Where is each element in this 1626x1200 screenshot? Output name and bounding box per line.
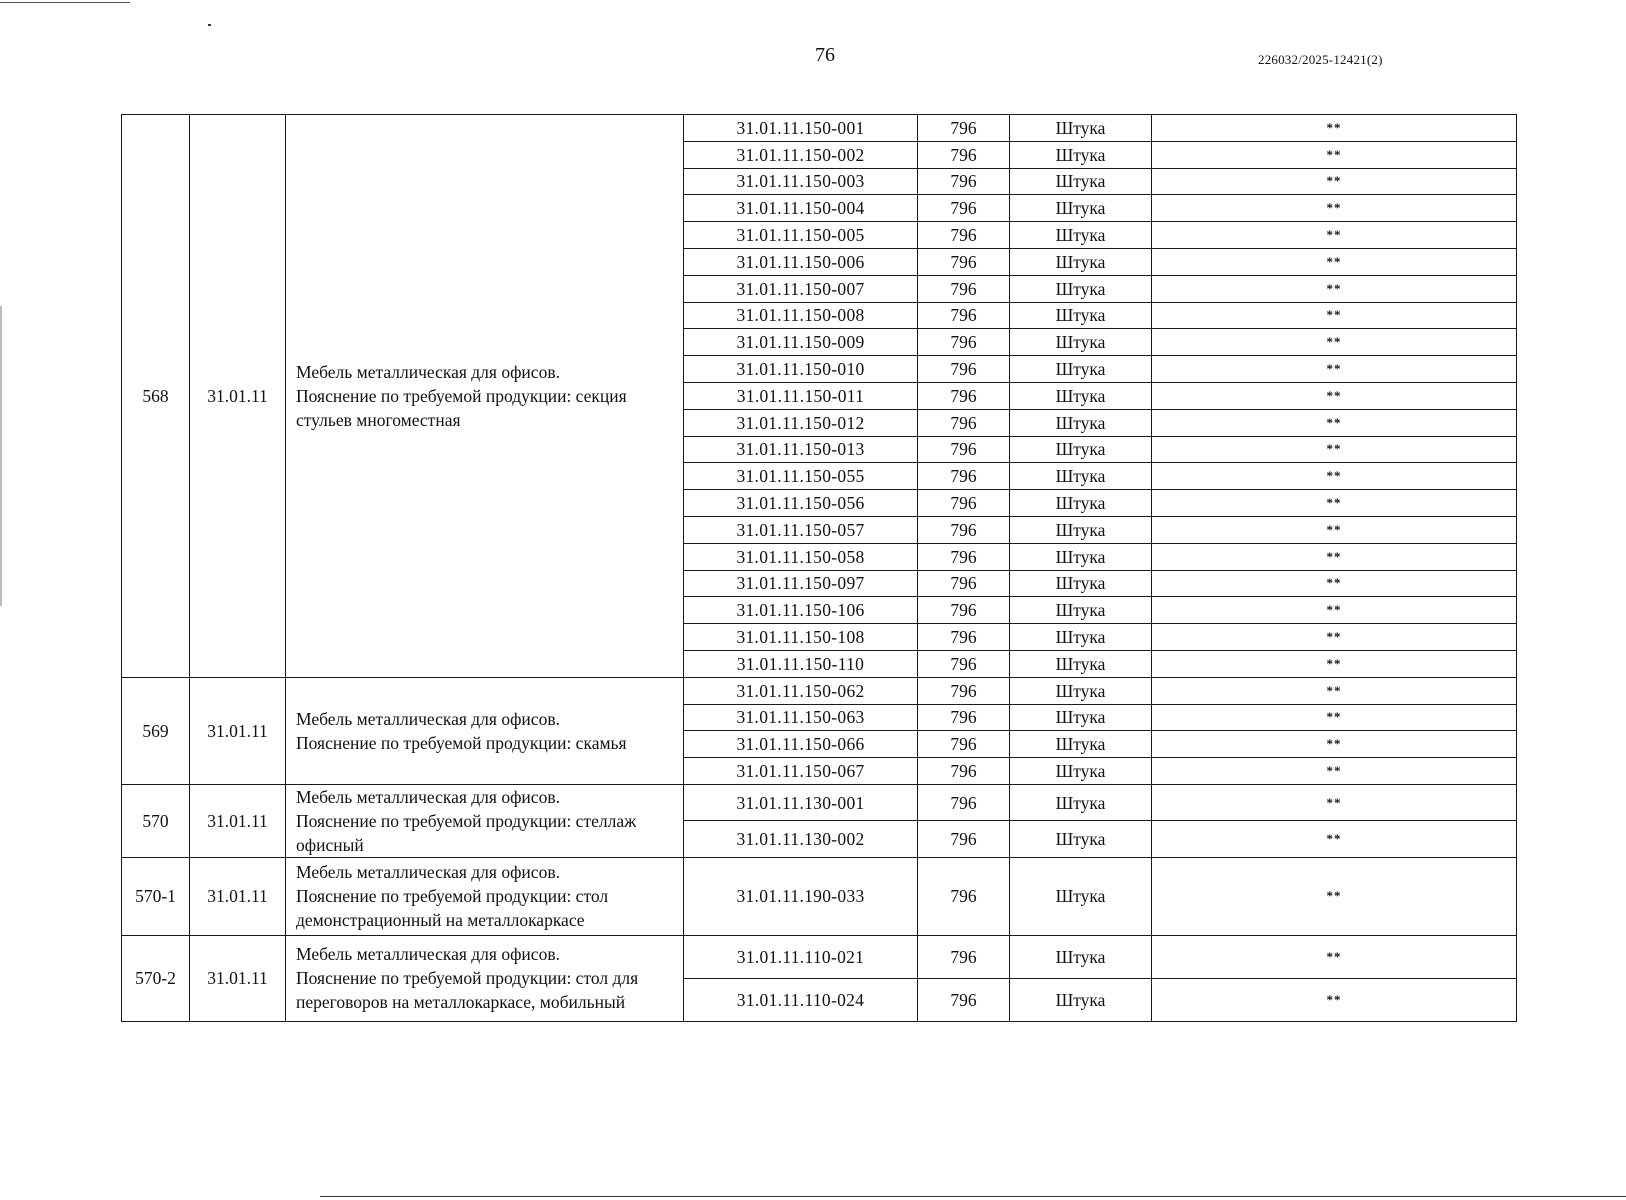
products-table: [121, 114, 1517, 1022]
ktru-code: 31.01.11.130-001: [684, 784, 918, 821]
row-number: 569: [122, 677, 190, 784]
okei-code: 796: [918, 570, 1010, 597]
ktru-code: 31.01.11.150-010: [684, 356, 918, 383]
note-mark: **: [1152, 490, 1517, 517]
okei-code: 796: [918, 978, 1010, 1021]
table-row: [122, 677, 1517, 704]
unit-name: Штука: [1010, 935, 1152, 978]
note-mark: **: [1152, 248, 1517, 275]
table-row: [122, 784, 1517, 821]
unit-name: Штука: [1010, 758, 1152, 785]
note-mark: **: [1152, 704, 1517, 731]
ktru-code: 31.01.11.150-067: [684, 758, 918, 785]
ktru-code: 31.01.11.150-005: [684, 222, 918, 249]
okei-code: 796: [918, 650, 1010, 677]
note-mark: **: [1152, 222, 1517, 249]
product-name: Мебель металлическая для офисов. Пояснение по требуемой продукции: стеллаж офисный: [286, 784, 684, 857]
page-number: 76: [815, 44, 835, 66]
note-mark: **: [1152, 115, 1517, 142]
unit-name: Штука: [1010, 302, 1152, 329]
note-mark: **: [1152, 382, 1517, 409]
ktru-code: 31.01.11.150-106: [684, 597, 918, 624]
okei-code: 796: [918, 222, 1010, 249]
table-row: [122, 857, 1517, 935]
unit-name: Штука: [1010, 141, 1152, 168]
note-mark: **: [1152, 141, 1517, 168]
ktru-code: 31.01.11.150-108: [684, 624, 918, 651]
ktru-code: 31.01.11.150-097: [684, 570, 918, 597]
table-row: [122, 115, 1517, 142]
note-mark: **: [1152, 731, 1517, 758]
unit-name: Штука: [1010, 650, 1152, 677]
okei-code: 796: [918, 463, 1010, 490]
unit-name: Штука: [1010, 490, 1152, 517]
okei-code: 796: [918, 704, 1010, 731]
okei-code: 796: [918, 382, 1010, 409]
note-mark: **: [1152, 597, 1517, 624]
ktru-code: 31.01.11.150-011: [684, 382, 918, 409]
note-mark: **: [1152, 758, 1517, 785]
note-mark: **: [1152, 275, 1517, 302]
ktru-code: 31.01.11.150-004: [684, 195, 918, 222]
okpd2-code: 31.01.11: [190, 857, 286, 935]
unit-name: Штука: [1010, 978, 1152, 1021]
okpd2-code: 31.01.11: [190, 115, 286, 678]
product-name: Мебель металлическая для офисов. Пояснение по требуемой продукции: стол для переговоров на металлокаркасе, мобильный: [286, 935, 684, 1021]
ktru-code: 31.01.11.190-033: [684, 857, 918, 935]
unit-name: Штука: [1010, 195, 1152, 222]
ktru-code: 31.01.11.150-009: [684, 329, 918, 356]
table-row: [122, 935, 1517, 978]
note-mark: **: [1152, 784, 1517, 821]
okei-code: 796: [918, 302, 1010, 329]
okpd2-code: 31.01.11: [190, 677, 286, 784]
unit-name: Штука: [1010, 382, 1152, 409]
product-name: Мебель металлическая для офисов. Пояснение по требуемой продукции: стол демонстрационный на металлокаркасе: [286, 857, 684, 935]
okei-code: 796: [918, 248, 1010, 275]
unit-name: Штука: [1010, 436, 1152, 463]
ktru-code: 31.01.11.150-056: [684, 490, 918, 517]
ktru-code: 31.01.11.150-110: [684, 650, 918, 677]
note-mark: **: [1152, 463, 1517, 490]
okei-code: 796: [918, 516, 1010, 543]
okei-code: 796: [918, 141, 1010, 168]
row-number: 570-2: [122, 935, 190, 1021]
okei-code: 796: [918, 436, 1010, 463]
unit-name: Штука: [1010, 731, 1152, 758]
unit-name: Штука: [1010, 704, 1152, 731]
unit-name: Штука: [1010, 597, 1152, 624]
note-mark: **: [1152, 624, 1517, 651]
unit-name: Штука: [1010, 275, 1152, 302]
product-name: Мебель металлическая для офисов. Пояснение по требуемой продукции: секция стульев многоместная: [286, 115, 684, 678]
ktru-code: 31.01.11.110-024: [684, 978, 918, 1021]
ktru-code: 31.01.11.150-012: [684, 409, 918, 436]
scan-artifact-bottom: [320, 1196, 1626, 1197]
unit-name: Штука: [1010, 329, 1152, 356]
document-id: 226032/2025-12421(2): [1258, 52, 1383, 67]
ktru-code: 31.01.11.150-058: [684, 543, 918, 570]
okpd2-code: 31.01.11: [190, 935, 286, 1021]
unit-name: Штука: [1010, 624, 1152, 651]
note-mark: **: [1152, 650, 1517, 677]
okei-code: 796: [918, 409, 1010, 436]
okei-code: 796: [918, 731, 1010, 758]
okei-code: 796: [918, 857, 1010, 935]
unit-name: Штука: [1010, 857, 1152, 935]
okei-code: 796: [918, 821, 1010, 858]
ktru-code: 31.01.11.130-002: [684, 821, 918, 858]
ktru-code: 31.01.11.150-055: [684, 463, 918, 490]
okei-code: 796: [918, 195, 1010, 222]
note-mark: **: [1152, 543, 1517, 570]
ktru-code: 31.01.11.150-003: [684, 168, 918, 195]
okei-code: 796: [918, 758, 1010, 785]
unit-name: Штука: [1010, 784, 1152, 821]
okei-code: 796: [918, 168, 1010, 195]
okei-code: 796: [918, 329, 1010, 356]
row-number: 570-1: [122, 857, 190, 935]
okei-code: 796: [918, 490, 1010, 517]
ktru-code: 31.01.11.150-063: [684, 704, 918, 731]
scan-artifact-dot: [208, 24, 211, 26]
okei-code: 796: [918, 597, 1010, 624]
okei-code: 796: [918, 677, 1010, 704]
row-number: 570: [122, 784, 190, 857]
ktru-code: 31.01.11.150-006: [684, 248, 918, 275]
unit-name: Штука: [1010, 409, 1152, 436]
note-mark: **: [1152, 677, 1517, 704]
unit-name: Штука: [1010, 248, 1152, 275]
note-mark: **: [1152, 168, 1517, 195]
scan-artifact-top: [0, 2, 130, 3]
unit-name: Штука: [1010, 570, 1152, 597]
unit-name: Штука: [1010, 543, 1152, 570]
note-mark: **: [1152, 978, 1517, 1021]
okei-code: 796: [918, 784, 1010, 821]
okpd2-code: 31.01.11: [190, 784, 286, 857]
note-mark: **: [1152, 935, 1517, 978]
note-mark: **: [1152, 570, 1517, 597]
unit-name: Штука: [1010, 463, 1152, 490]
note-mark: **: [1152, 436, 1517, 463]
ktru-code: 31.01.11.150-057: [684, 516, 918, 543]
note-mark: **: [1152, 302, 1517, 329]
okei-code: 796: [918, 275, 1010, 302]
ktru-code: 31.01.11.150-062: [684, 677, 918, 704]
products-table-body: [122, 115, 1517, 1022]
ktru-code: 31.01.11.150-066: [684, 731, 918, 758]
ktru-code: 31.01.11.150-007: [684, 275, 918, 302]
note-mark: **: [1152, 857, 1517, 935]
note-mark: **: [1152, 409, 1517, 436]
unit-name: Штука: [1010, 356, 1152, 383]
scan-artifact-left: [0, 306, 2, 606]
unit-name: Штука: [1010, 222, 1152, 249]
unit-name: Штука: [1010, 115, 1152, 142]
okei-code: 796: [918, 115, 1010, 142]
note-mark: **: [1152, 821, 1517, 858]
product-name: Мебель металлическая для офисов. Пояснение по требуемой продукции: скамья: [286, 677, 684, 784]
unit-name: Штука: [1010, 168, 1152, 195]
note-mark: **: [1152, 516, 1517, 543]
okei-code: 796: [918, 356, 1010, 383]
ktru-code: 31.01.11.150-002: [684, 141, 918, 168]
ktru-code: 31.01.11.150-013: [684, 436, 918, 463]
ktru-code: 31.01.11.150-001: [684, 115, 918, 142]
unit-name: Штука: [1010, 516, 1152, 543]
ktru-code: 31.01.11.110-021: [684, 935, 918, 978]
note-mark: **: [1152, 356, 1517, 383]
note-mark: **: [1152, 329, 1517, 356]
ktru-code: 31.01.11.150-008: [684, 302, 918, 329]
unit-name: Штука: [1010, 677, 1152, 704]
okei-code: 796: [918, 935, 1010, 978]
row-number: 568: [122, 115, 190, 678]
okei-code: 796: [918, 543, 1010, 570]
okei-code: 796: [918, 624, 1010, 651]
note-mark: **: [1152, 195, 1517, 222]
unit-name: Штука: [1010, 821, 1152, 858]
